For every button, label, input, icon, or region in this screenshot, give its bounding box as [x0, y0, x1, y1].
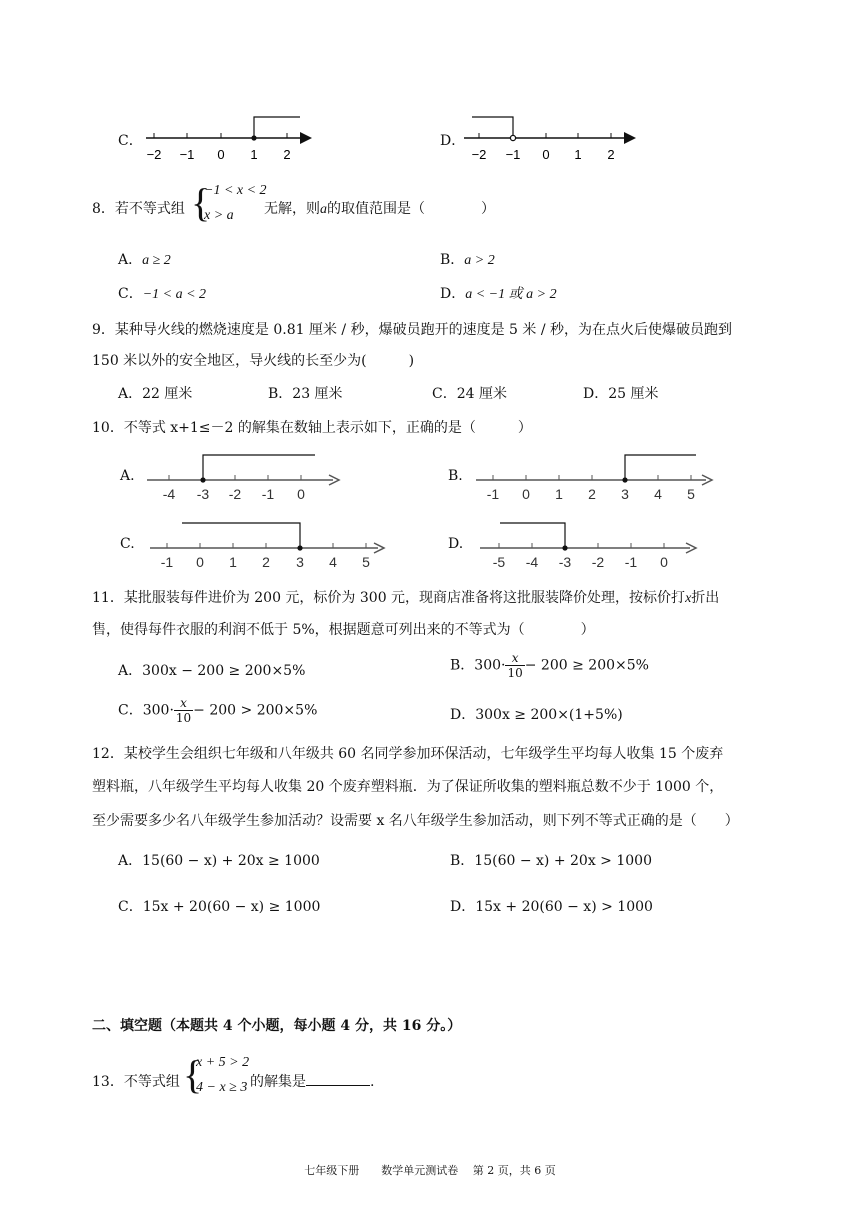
tick-label: -4 — [525, 554, 539, 570]
q12-line2: 塑料瓶，八年级学生平均每人收集 20 个废弃塑料瓶．为了保证所收集的塑料瓶总数不少于 1000 个， — [92, 779, 724, 795]
tick-label: 1 — [574, 147, 582, 162]
tick-label: 0 — [297, 486, 305, 502]
q10-stem: 10．不等式 x+1≤－2 的解集在数轴上表示如下，正确的是（ ） — [92, 420, 532, 436]
section-title: 二、填空题（本题共 4 个小题，每小题 4 分，共 16 分。） — [92, 1018, 462, 1034]
q10-option-a-label: A. — [120, 468, 135, 484]
tick-label: -3 — [196, 486, 210, 502]
tick-label: 3 — [621, 486, 629, 502]
q10-option-a-numberline — [145, 446, 345, 502]
q11-line2: 售，使得每件衣服的利润不低于 5%，根据题意可列出来的不等式为（ ） — [92, 622, 595, 638]
q10-option-c-label: C. — [120, 536, 135, 552]
page-footer: 七年级下册 数学单元测试卷 第 2 页，共 6 页 — [304, 1164, 556, 1177]
q9-option-d: D．25 厘米 — [583, 386, 659, 402]
tick-label: 4 — [654, 486, 662, 502]
q9-option-c: C．24 厘米 — [432, 386, 507, 402]
q7-option-c-label: C． — [118, 133, 143, 149]
q7-option-d-label: D． — [440, 133, 466, 149]
solution-bracket — [472, 117, 513, 138]
tick-label: 2 — [283, 147, 291, 162]
tick-label: 0 — [522, 486, 530, 502]
q7-option-c-numberline — [140, 112, 320, 168]
fraction: $\frac{x}{10}$ — [175, 696, 192, 725]
q13-stem-tail: 的解集是 . — [250, 1071, 374, 1091]
tick-label: 0 — [542, 147, 550, 162]
tick-label: 1 — [555, 486, 563, 502]
q8-option-a: A．a ≥ 2 — [118, 252, 171, 268]
brace-icon: { — [191, 180, 211, 225]
tick-label: 2 — [588, 486, 596, 502]
tick-label: 0 — [196, 554, 204, 570]
q12-option-b: B．15(60 − x) + 20x > 1000 — [450, 853, 652, 869]
q11-line1: 11．某批服装每件进价为 200 元，标价为 300 元，现商店准备将这批服装降价处理，按标价打x折出 — [92, 590, 720, 606]
tick-label: 2 — [607, 147, 615, 162]
solid-dot — [200, 477, 205, 482]
q13-number: 13．不等式组 — [92, 1074, 180, 1090]
hollow-dot — [510, 135, 515, 140]
solution-bracket — [203, 455, 315, 480]
tick-label: −1 — [179, 147, 195, 162]
q8-option-c: C．−1 < a < 2 — [118, 286, 207, 302]
q8-option-d: D．a < −1 或 a > 2 — [440, 286, 557, 302]
tick-label: 0 — [660, 554, 668, 570]
q10-option-b-numberline — [474, 446, 724, 502]
tick-label: −2 — [146, 147, 162, 162]
q9-option-b: B．23 厘米 — [268, 386, 343, 402]
solution-bracket — [254, 117, 300, 138]
tick-label: 5 — [687, 486, 695, 502]
tick-label: 1 — [229, 554, 237, 570]
q8-number: 8．若不等式组 — [92, 201, 185, 217]
tick-label: -1 — [486, 486, 500, 502]
tick-label: -2 — [228, 486, 242, 502]
q13-system-line2: 4 − x ≥ 3 — [196, 1080, 248, 1095]
q7-option-d-numberline — [462, 112, 642, 168]
q11-option-b: B．300· $\frac{x}{10}$ − 200 ≥ 200×5% — [450, 651, 649, 680]
solid-dot — [622, 477, 627, 482]
solid-dot — [251, 135, 256, 140]
q9-line2: 150 米以外的安全地区，导火线的长至少为( ) — [92, 353, 415, 369]
q13-system-line1: x + 5 > 2 — [196, 1055, 250, 1070]
tick-label: -1 — [261, 486, 275, 502]
tick-label: -1 — [624, 554, 638, 570]
tick-label: -4 — [162, 486, 176, 502]
solid-dot — [297, 545, 302, 550]
tick-label: −1 — [505, 147, 521, 162]
q12-line1: 12．某校学生会组织七年级和八年级共 60 名同学参加环保活动，七年级学生平均每人收集 15 个废弃 — [92, 746, 724, 762]
answer-blank[interactable] — [306, 1071, 370, 1086]
q9-option-a: A．22 厘米 — [118, 386, 193, 402]
q11-option-c: C．300· $\frac{x}{10}$ − 200 > 200×5% — [118, 696, 318, 725]
q12-option-c: C．15x + 20(60 − x) ≥ 1000 — [118, 899, 321, 915]
q8-system-line1: −1 < x < 2 — [204, 183, 267, 198]
tick-label: −2 — [471, 147, 487, 162]
q11-option-d: D．300x ≥ 200×(1+5%) — [450, 707, 623, 723]
q10-option-d-numberline — [478, 514, 708, 570]
brace-icon: { — [183, 1052, 203, 1097]
q10-option-b-label: B. — [448, 468, 463, 484]
q12-line3: 至少需要多少名八年级学生参加活动？设需要 x 名八年级学生参加活动，则下列不等式正确的是（ ） — [92, 813, 739, 829]
q10-option-c-numberline — [148, 514, 398, 570]
tick-label: 1 — [250, 147, 258, 162]
tick-label: 0 — [217, 147, 225, 162]
tick-label: 4 — [329, 554, 337, 570]
tick-label: -5 — [492, 554, 506, 570]
tick-label: -2 — [591, 554, 605, 570]
q9-line1: 9．某种导火线的燃烧速度是 0.81 厘米 / 秒，爆破员跑开的速度是 5 米 / 秒，为在点火后使爆破员跑到 — [92, 322, 733, 338]
q8-option-b: B．a > 2 — [440, 252, 495, 268]
q11-option-a: A．300x − 200 ≥ 200×5% — [118, 663, 306, 679]
q8-system-line2: x > a — [204, 208, 234, 223]
solution-bracket — [625, 455, 696, 480]
q12-option-a: A．15(60 − x) + 20x ≥ 1000 — [118, 853, 320, 869]
q12-option-d: D．15x + 20(60 − x) > 1000 — [450, 899, 653, 915]
axis-arrow — [624, 132, 636, 144]
tick-label: 2 — [262, 554, 270, 570]
tick-label: -1 — [160, 554, 174, 570]
q8-stem-tail: 无解，则a的取值范围是（ ） — [264, 201, 495, 217]
solid-dot — [562, 545, 567, 550]
tick-label: -3 — [558, 554, 572, 570]
fraction: $\frac{x}{10}$ — [507, 651, 523, 680]
tick-label: 5 — [362, 554, 370, 570]
axis-arrow — [300, 132, 312, 144]
tick-label: 3 — [296, 554, 304, 570]
q10-option-d-label: D. — [448, 536, 464, 552]
